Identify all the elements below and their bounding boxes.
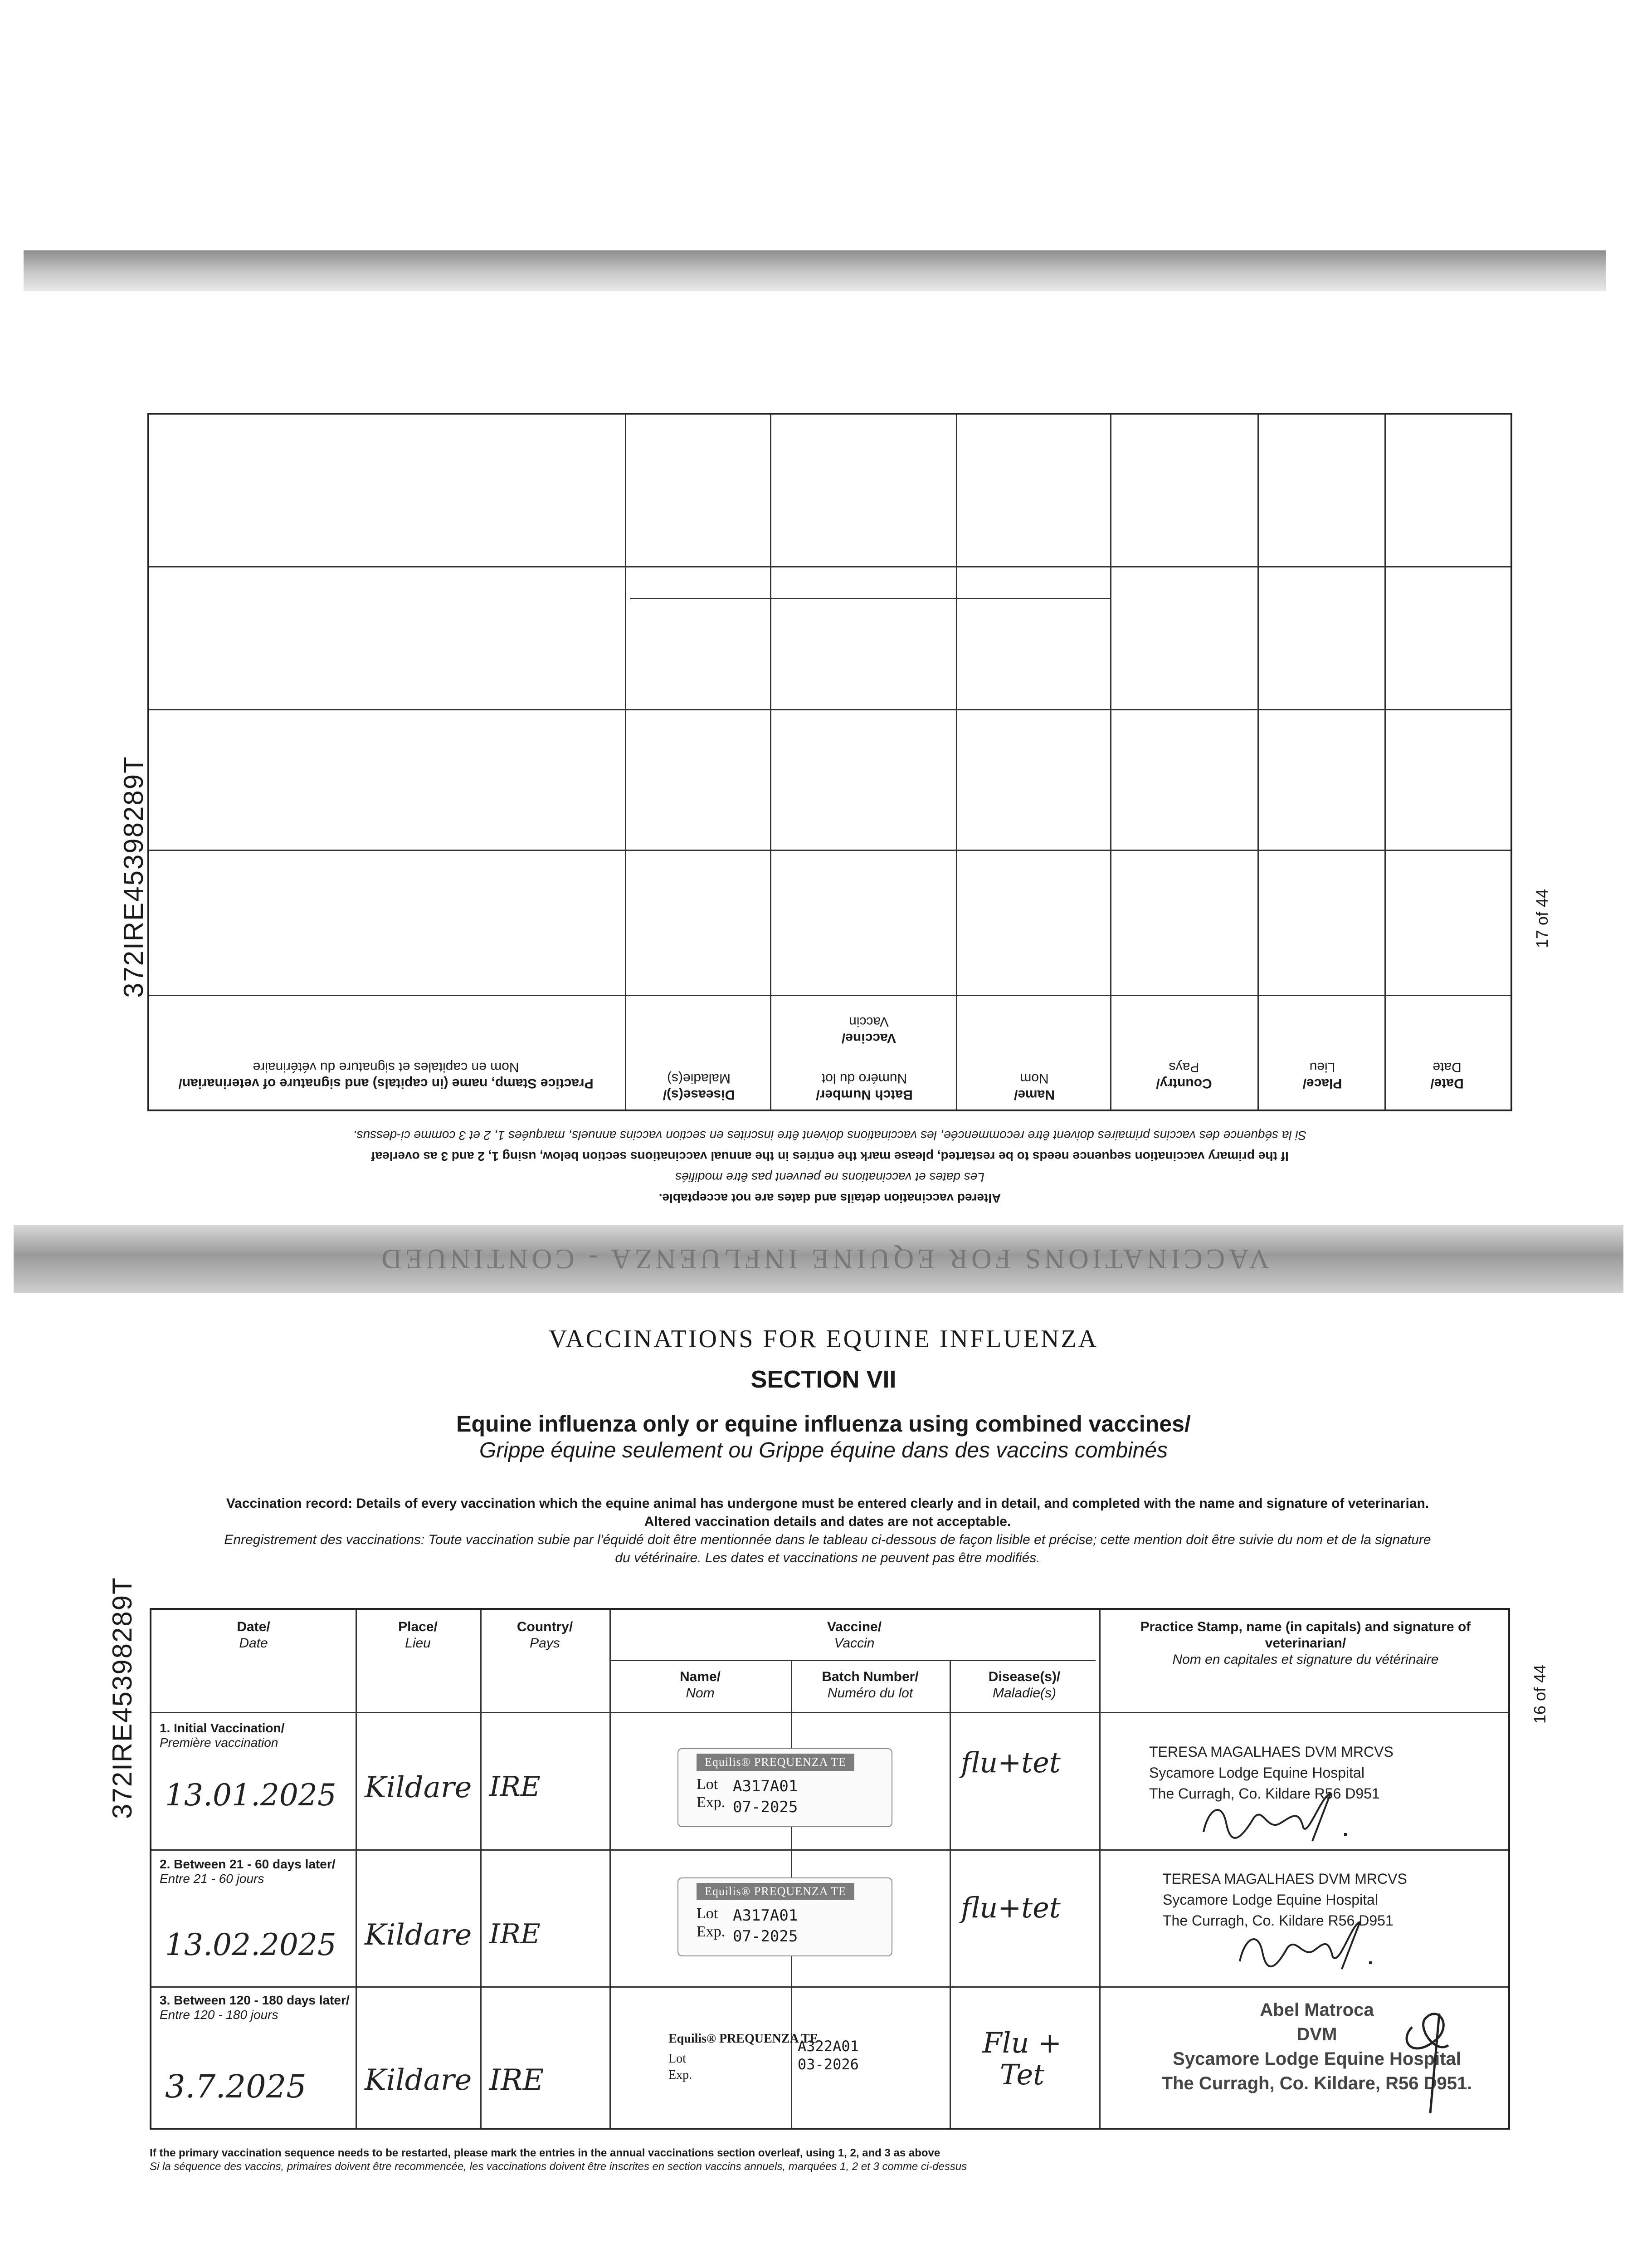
row2-signature (1231, 1918, 1394, 1973)
record-note-fr: Enregistrement des vaccinations: Toute vaccination subie par l'équidé doit être mentionnée dans le tableau ci-dessous de façon lisible et précise; cette mention doit être suivie du nom et de la signature du vétérinaire. Les dates et vaccinations ne peuvent pas être modifiés. (224, 1532, 1431, 1565)
row3-signature (1385, 2000, 1476, 2118)
section-title: VACCINATIONS FOR EQUINE INFLUENZA (548, 1325, 1099, 1353)
row1-country: IRE (489, 1771, 541, 1803)
row3-date: 3.7.2025 (165, 2068, 307, 2105)
footnote: If the primary vaccination sequence needs to be restarted, please mark the entries in the annual vaccinations section overleaf, using 1, 2, and 3 as above Si la séquence des vaccins, primaires doivent être recommencée, les vaccinations doivent être inscrites en section vaccins annuels, marquées 1, 2 et 3 comme ci-dessus (150, 2147, 967, 2173)
p17-header-place: Place/ Lieu (1302, 1060, 1342, 1091)
row2-country: IRE (489, 1918, 541, 1950)
header-disease: Disease(s)/ Maladie(s) (988, 1669, 1061, 1701)
header-vaccine-name: Name/ Nom (679, 1669, 721, 1701)
row1-place: Kildare (365, 1771, 472, 1804)
page16-identifier: 372IRE45398289T (107, 1577, 137, 1819)
row2-place: Kildare (365, 1918, 472, 1952)
header-country: Country/ Pays (517, 1619, 573, 1651)
record-note-en: Vaccination record: Details of every vaccination which the equine animal has undergone must be entered clearly and in detail, and completed with the name and signature of veterinarian. Altered vaccination details and dates are not acceptable. (226, 1496, 1429, 1529)
page16-page-number: 16 of 44 (1530, 1664, 1549, 1724)
page17-identifier: 372IRE45398289T (118, 756, 149, 998)
page17-vaccination-table (147, 413, 1512, 1111)
row2-vaccine-sticker: Equilis® PREQUENZA TE Lot Exp. A317A01 07-2025 (677, 1877, 892, 1956)
header-place: Place/ Lieu (398, 1619, 438, 1651)
p17-header-vaccine: Vaccine/ Vaccin (841, 1014, 897, 1046)
p17-header-name: Name/ Nom (1014, 1071, 1055, 1102)
section-number: SECTION VII (750, 1366, 897, 1393)
section-subtitle: Equine influenza only or equine influenza using combined vaccines/ (456, 1411, 1191, 1437)
page17-page-number: 17 of 44 (1533, 889, 1551, 948)
row1-date: 13.01.2025 (165, 1778, 336, 1813)
row3-label: 3. Between 120 - 180 days later/ Entre 120 - 180 jours (160, 1993, 350, 2022)
page17-band-title: VACCINATIONS FOR EQUINE INFLUENZA - CONTINUED (378, 1243, 1269, 1274)
row3-disease: Flu + Tet (982, 2026, 1062, 2091)
row3-place: Kildare (365, 2063, 472, 2097)
p17-header-batch: Batch Number/ Numéro du lot (816, 1071, 913, 1102)
row2-disease: flu+tet (961, 1891, 1061, 1924)
scan-shadow-top (24, 250, 1606, 291)
row1-label: 1. Initial Vaccination/ Première vaccination (160, 1721, 285, 1750)
header-date: Date/ Date (237, 1619, 270, 1651)
row1-vaccine-sticker: Equilis® PREQUENZA TE Lot Exp. A317A01 07-2025 (677, 1748, 892, 1827)
p17-header-stamp: Practice Stamp, name (in capitals) and signature of veterinarian/ Nom en capitales et signature du vétérinaire (178, 1060, 594, 1091)
p17-header-country: Country/ Pays (1156, 1060, 1212, 1091)
page16-vaccination-table (150, 1608, 1510, 2130)
row3-country: IRE (489, 2063, 544, 2097)
row1-signature (1194, 1791, 1376, 1846)
row2-date: 13.02.2025 (165, 1927, 336, 1962)
header-vaccine: Vaccine/ Vaccin (827, 1619, 882, 1651)
row1-disease: flu+tet (961, 1746, 1061, 1779)
row3-practice-stamp: Abel Matroca DVM Sycamore Lodge Equine Hospital The Curragh, Co. Kildare, R56 D951. (1161, 2000, 1472, 2093)
row1-practice-stamp: TERESA MAGALHAES DVM MRCVS Sycamore Lodge Equine Hospital The Curragh, Co. Kildare R56 D951 (1149, 1744, 1394, 1802)
section-subtitle-fr: Grippe équine seulement ou Grippe équine dans des vaccins combinés (479, 1438, 1168, 1462)
row2-practice-stamp: TERESA MAGALHAES DVM MRCVS Sycamore Lodge Equine Hospital The Curragh, Co. Kildare R56 D951 (1163, 1871, 1407, 1929)
header-batch-number: Batch Number/ Numéro du lot (822, 1669, 919, 1701)
row2-label: 2. Between 21 - 60 days later/ Entre 21 - 60 jours (160, 1857, 336, 1886)
p17-header-disease: Disease(s)/ Maladie(s) (663, 1071, 735, 1102)
p17-header-date: Date/ Date (1430, 1060, 1464, 1091)
header-practice-stamp: Practice Stamp, name (in capitals) and signature of veterinarian/ Nom en capitales et signature du vétérinaire (1140, 1619, 1471, 1667)
row3-vaccine-label: Equilis® PREQUENZA TE Lot Exp. A322A01 03-2026 (668, 2032, 859, 2082)
page17-notes: Altered vaccination details and dates are not acceptable. Les dates et vaccinations ne peuvent pas être modifiés If the primary vaccination sequence needs to be restarted, please mark the entries in the annual vaccinations section below, using 1, 2 and 3 as overleaf Si la séquence des vaccins primaires doivent être recommencée, les vaccinations doivent être inscrites en section vaccins annuels, marquées 1, 2 et 3 comme ci-dessus. (353, 1129, 1307, 1205)
